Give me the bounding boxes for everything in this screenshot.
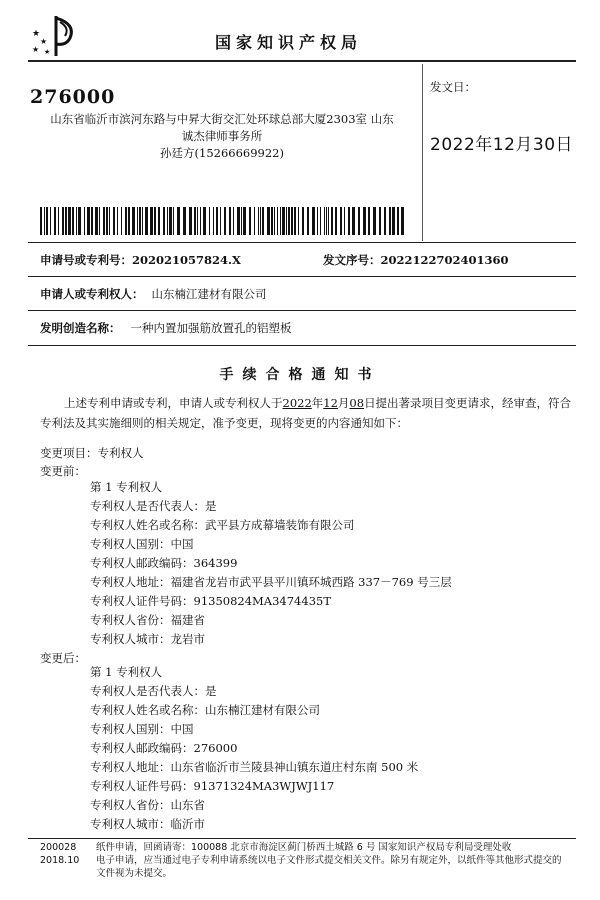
patentee-field: 第 1 专利权人 [90,665,163,679]
patentee-field: 专利权人证件号码：91371324MA3WJWJ117 [90,779,335,793]
para-text: 月 [337,396,350,410]
invention-name-row [40,320,292,336]
after-label: 变更后： [40,651,86,665]
invention-name: 一种内置加强筋放置孔的铝塑板 [130,321,292,335]
recipient-contact: 孙廷方(15266669922) [160,146,284,160]
para-text: 日提出著录项目变更请求，经审查，符合专利法及其实施细则的相关规定，准予变更，现将变更的内容通知如下： [40,396,572,430]
para-text: 年 [311,396,324,410]
patentee-field: 第 1 专利权人 [90,480,163,494]
row-rule [28,242,576,243]
date-divider [422,64,423,241]
request-year: 2022 [282,396,312,410]
postal-code: 276000 [30,86,116,108]
applicant-label: 申请人或专利权人： [40,287,144,301]
dispatch-serial-row [323,252,509,268]
patentee-field: 专利权人国别：中国 [90,722,194,736]
change-item: 变更项目：专利权人 [40,446,144,460]
patentee-field: 专利权人是否代表人：是 [90,499,217,513]
header-rule [28,60,576,62]
office-name: 国家知识产权局 [215,33,363,52]
footer-line: 文件视为未提交。 [96,868,173,879]
footer-rule [28,838,576,839]
svg-text:★: ★ [40,37,48,46]
recipient-address [42,111,402,162]
footer-line: 电子申请，应当通过电子专利申请系统以电子文件形式提交相关文件。除另有规定外，以纸件等其他形式提交的 [96,855,562,866]
row-rule [28,276,576,277]
applicant-row [40,286,267,302]
address-line: 山东省临沂市滨河东路与中昇大街交汇处环球总部大厦2303室 山东 [50,112,394,126]
patentee-field: 专利权人姓名或名称：武平县方成幕墙装饰有限公司 [90,518,355,532]
application-number-label: 申请号或专利号： [40,253,132,267]
patentee-field: 专利权人证件号码：91350824MA3474435T [90,594,331,608]
application-number: 202021057824.X [132,253,241,267]
cnipa-logo-icon [30,14,78,58]
dispatch-serial-label: 发文序号： [323,253,381,267]
dispatch-date-label: 发文日： [430,80,476,94]
footer-line: 纸件申请，回函请寄：100088 北京市海淀区蓟门桥西土城路 6 号 国家知识产权局专利局受理处收 [96,842,512,853]
patentee-field: 专利权人是否代表人：是 [90,684,217,698]
patentee-field: 专利权人地址：福建省龙岩市武平县平川镇环城西路 337－769 号三层 [90,575,452,589]
svg-text:★: ★ [32,45,40,54]
patentee-field: 专利权人国别：中国 [90,537,194,551]
after-list [90,663,418,834]
application-number-row [40,252,241,268]
patentee-field: 专利权人城市：龙岩市 [90,632,205,646]
footer-text [96,841,576,880]
patentee-field: 专利权人城市：临沂市 [90,817,205,831]
row-rule [28,345,576,346]
notice-paragraph [40,393,575,433]
before-list [90,478,452,649]
request-month: 12 [323,396,338,410]
dispatch-serial: 2022122702401360 [380,253,509,267]
form-code: 200028 [40,842,77,853]
address-line: 诚杰律师事务所 [181,129,263,143]
patentee-field: 专利权人邮政编码：364399 [90,556,238,570]
patentee-field: 专利权人省份：山东省 [90,798,205,812]
form-date: 2018.10 [40,855,80,866]
svg-text:★: ★ [32,29,41,39]
request-day: 08 [349,396,365,410]
para-text: 上述专利申请或专利，申请人或专利权人于 [64,396,283,410]
dispatch-date: 2022年12月30日 [430,135,574,155]
notice-title: 手续合格通知书 [219,367,381,383]
invention-name-label: 发明创造名称： [40,321,121,335]
patentee-field: 专利权人邮政编码：276000 [90,741,238,755]
barcode-icon [40,207,408,235]
row-rule [28,310,576,311]
applicant-name: 山东楠江建材有限公司 [151,287,267,301]
svg-text:★: ★ [44,48,51,56]
before-label: 变更前： [40,464,86,478]
patentee-field: 专利权人省份：福建省 [90,613,205,627]
patentee-field: 专利权人姓名或名称：山东楠江建材有限公司 [90,703,320,717]
patentee-field: 专利权人地址：山东省临沂市兰陵县神山镇东道庄村东南 500 米 [90,760,419,774]
